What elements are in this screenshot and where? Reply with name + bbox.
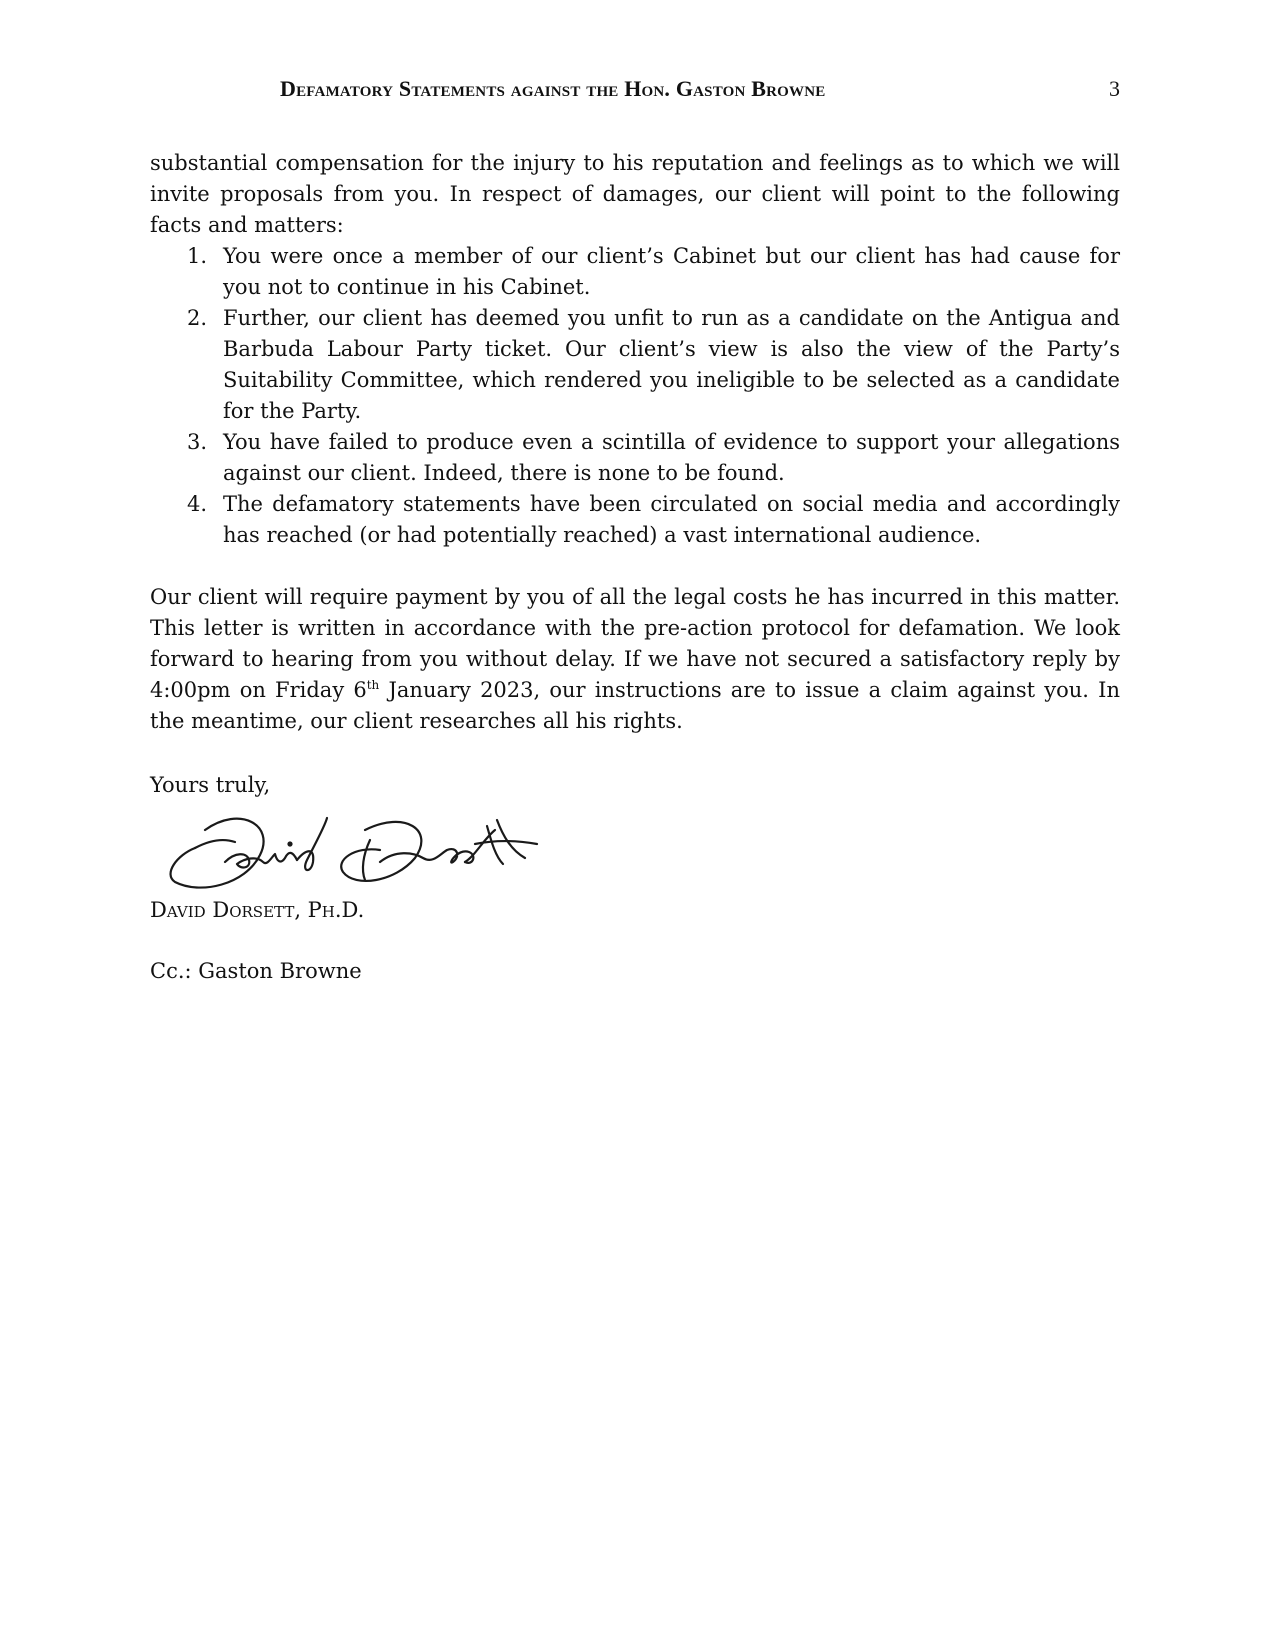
running-header [150,76,1120,106]
list-item-number: 4. [187,492,208,516]
signer-name: David Dorsett, Ph.D. [150,898,365,922]
header-title: Defamatory Statements against the Hon. Gaston Browne [280,76,826,101]
cc-line: Cc.: Gaston Browne [150,959,362,983]
list-item-number: 2. [187,306,208,330]
list-item-text: You were once a member of our client’s Cabinet but our client has had cause for you not to continue in his Cabinet. [223,244,1120,299]
list-item [150,427,1120,489]
list-item-text: You have failed to produce even a scintilla of evidence to support your allegations against our client. Indeed, there is none to be found. [223,430,1120,485]
list-item-text: Further, our client has deemed you unfit to run as a candidate on the Antigua and Barbuda Labour Party ticket. Our client’s view is also the view of the Party’s Suitability Committee, which rendered you ineligible to be selected as a candidate for the Party. [223,306,1120,423]
handwritten-signature [165,800,565,910]
intro-paragraph: substantial compensation for the injury to his reputation and feelings as to which we will invite proposals from you. In respect of damages, our client will point to the following facts and matters: [150,151,1120,237]
list-item-number: 3. [187,430,208,454]
ordinal-suffix: th [366,678,380,692]
signoff: Yours truly, [150,773,271,797]
closing-text-part-2: January 2023, our instructions are to issue a claim against you. In the meantime, our client researches all his rights. [150,678,1120,733]
list-item [150,241,1120,303]
page-number: 3 [1109,76,1120,101]
list-item [150,303,1120,427]
list-item [150,489,1120,551]
closing-paragraph [150,582,1120,737]
letter-body [150,148,1120,737]
closing-text-part-1: Our client will require payment by you of all the legal costs he has incurred in this matter. This letter is written in accordance with the pre-action protocol for defamation. We look forward to hearing from you without delay. If we have not secured a satisfactory reply by 4:00pm on Friday 6 [150,585,1120,702]
list-item-number: 1. [187,244,208,268]
damages-points-list [150,241,1120,551]
list-item-text: The defamatory statements have been circulated on social media and accordingly has reached (or had potentially reached) a vast international audience. [223,492,1120,547]
